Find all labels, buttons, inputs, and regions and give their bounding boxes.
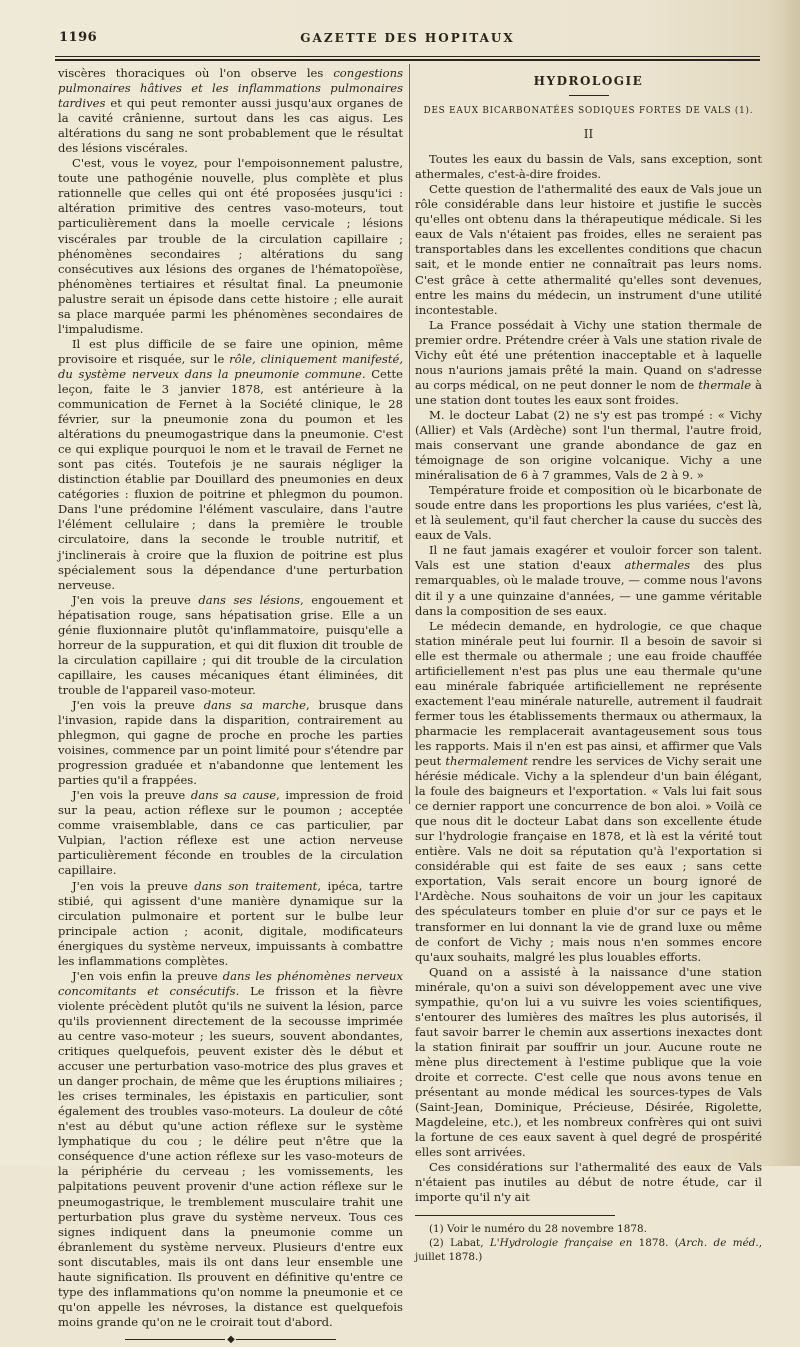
paragraph: J'en vois la preuve dans sa marche, brusque dans l'invasion, rapide dans la disparition, contrairement au phlegmon, qui gagne de proche en proche les parties voisines, commence par un point limité pour s'étendre par progression graduée et n'abandonne que lentement les parties qu'il a frappées.: [58, 697, 404, 788]
paragraph: M. le docteur Labat (2) ne s'y est pas trompé : « Vichy (Allier) et Vals (Ardèche) sont l'un thermal, l'autre froid, mais conservant une grande abondance de gaz en témoignage de son origine volcanique. Vichy a une minéralisation de 6 à 7 grammes, Vals de 2 à 9. »: [415, 407, 762, 483]
paragraph: Cette question de l'athermalité des eaux de Vals joue un rôle considérable dans leur histoire et justifie le succès qu'elles ont obtenu dans la thérapeutique médicale. Si les eaux de Vals n'étaient pas froides, elles ne seraient pas transportables dans les excellentes conditions que chacun sait, et le monde entier ne connaîtrait pas leurs noms. C'est grâce à cette athermalité qu'elles sont devenues, entre les mains du médecin, un instrument d'une utilité incontestable.: [415, 182, 762, 317]
paragraph: Il ne faut jamais exagérer et vouloir forcer son talent. Vals est une station d'eaux athermales des plus remarquables, où le malade trouve, — comme nous l'avons dit il y a une quinzaine d'années, — une gamme véritable dans la composition de ses eaux.: [415, 543, 762, 618]
footnote: (1) Voir le numéro du 28 novembre 1878.: [429, 1223, 647, 1236]
paragraph: J'en vois enfin la preuve dans les phénomènes nerveux concomitants et consécutifs. Le frisson et la fièvre violente précèdent plutôt qu'ils ne suivent la lésion, parce qu'ils proviennent directement de la secousse imprimée au centre vaso-moteur ; les sueurs, souvent abondantes, critiques quelquefois, peuvent exister dès le début et accuser une perturbation vaso-motrice des plus graves et un danger prochain, de même que les éruptions miliaires ; les crises terminales, les épistaxis en particulier, sont également des troubles vaso-moteurs. La douleur de côté n'est au début qu'une action réflexe sur le système lymphatique du cou ; le délire peut n'être que la conséquence d'une action réflexe sur les vaso-moteurs de la périphérie du cerveau ; les vomissements, les palpitations peuvent provenir d'une action réflexe sur le pneumogastrique, le tremblement musculaire trahit une perturbation plus grave du système nerveux. Tous ces signes indiquent dans la pneumonie comme un ébranlement du système nerveux. Plusieurs d'entre eux sont discutables, mais ils ont dans leur ensemble une haute signification. Ils prouvent en définitive qu'entre ce type des inflammations qu'on nomme la pneumonie et ce qu'on appelle les névroses, la distance est quelquefois moins grande qu'on ne le croirait tout d'abord.: [58, 968, 403, 1329]
right-column: [415, 66, 762, 1264]
paragraph: Toutes les eaux du bassin de Vals, sans exception, sont athermales, c'est-à-dire froides.: [415, 152, 762, 182]
paragraph: Le médecin demande, en hydrologie, ce que chaque station minérale peut lui fournir. Il a besoin de savoir si elle est thermale ou athermale ; une eau froide chauffée artificiellement n'est pas plus une eau thermale qu'une eau minérale fabriquée artificiellement ne représente exactement l'eau minérale naturelle, autrement il faudrait fermer tous les établissements thermaux ou athermaux, la pharmacie les remplacerait avantageusement sous tous les rapports. Mais il n'en est pas ainsi, et affirmer que Vals peut thermalement rendre les services de Vichy serait une hérésie médicale. Vichy a la splendeur d'un bain élégant, la foule des baigneurs et l'exportation. « Vals lui fait sous ce dernier rapport une concurrence de bon aloi. » Voilà ce que nous dit le docteur Labat dans son excellente étude sur l'hydrologie française en 1878, et là est la vérité tout entière. Vals ne doit sa réputation qu'à l'exportation si considérable qui est faite de ses eaux ; sans cette exportation, Vals serait encore un bourg ignoré de l'Ardèche. Nous souhaitons de voir un jour les capitaux des spéculateurs tomber en pluie d'or sur ce pays et le transformer en lui donnant la vie de grand luxe ou même de confort de Vichy ; mais nous n'en sommes encore qu'aux souhaits, malgré les plus louables efforts.: [415, 618, 762, 964]
title-rule: [569, 95, 609, 96]
paragraph: Température froide et composition où le bicarbonate de soude entre dans les proportions les plus variées, c'est là, et là seulement, qu'il faut chercher la cause du succès des eaux de Vals.: [415, 483, 762, 543]
paragraph: viscères thoraciques où l'on observe les congestions pulmonaires hâtives et les inflammations pulmonaires tardives et qui peut remonter aussi jusqu'aux organes de la cavité crânienne, surtout dans les cas aigus. Les altérations du sang ne sont probablement que le résultat des lésions viscérales.: [58, 66, 403, 156]
part-number: II: [583, 127, 594, 142]
header-rule-thick: [55, 59, 760, 61]
paragraph: J'en vois la preuve dans ses lésions, engouement et hépatisation rouge, sans hépatisation grise. Elle a un génie fluxionnaire plutôt qu'inflammatoire, puisqu'elle a horreur de la suppuration, et qui dit fluxion dit trouble de la circulation capillaire ; qui dit trouble de la circulation capillaire, les causes mécaniques étant éliminées, dit trouble de l'appareil vaso-moteur.: [58, 592, 404, 697]
paragraph: La France possédait à Vichy une station thermale de premier ordre. Prétendre créer à Vals une station rivale de Vichy eût été une prétention inacceptable et à laquelle nous n'aurions jamais prêté la main. Quand on s'adresse au corps médical, on ne peut donner le nom de thermale à une station dont toutes les eaux sont froides.: [415, 317, 762, 407]
running-title: GAZETTE DES HOPITAUX: [300, 31, 515, 45]
paragraph: J'en vois la preuve dans sa cause, impression de froid sur la peau, action réflexe sur le poumon ; acceptée comme vraisemblable, dans ce cas particulier, par Vulpian, l'action réflexe est une action nerveuse particulièrement féconde en troubles de la circulation capillaire.: [58, 788, 404, 878]
section-title: HYDROLOGIE: [533, 74, 644, 88]
left-column: [58, 66, 403, 1347]
paragraph: C'est, vous le voyez, pour l'empoisonnement palustre, toute une pathogénie nouvelle, plus complète et plus rationnelle que celles qui ont été proposées jusqu'ici : altération primitive des centres vaso-moteurs, tout particulièrement dans la moelle cervicale ; lésions viscérales par trouble de la circulation capillaire ; phénomènes secondaires ; altérations du sang consécutives aux lésions des organes de l'hématopoïèse, phénomènes tertiaires et résultat final. La pneumonie palustre serait un épisode dans cette histoire ; elle aurait sa place marquée parmi les phénomènes secondaires de l'impaludisme.: [58, 156, 403, 336]
paragraph: Quand on a assisté à la naissance d'une station minérale, qu'on a suivi son développement avec une vive sympathie, qu'on lui a vu suivre les voies scientifiques, s'entourer des lumières des maîtres les plus autorisés, il faut savoir barrer le chemin aux assertions inexactes dont la station finirait par souffrir un jour. Aucune route ne mène plus directement à l'estime publique que la voie droite et correcte. C'est celle que nous avons tenue en présentant au monde médical les sources-types de Vals (Saint-Jean, Dominique, Précieuse, Désirée, Rigolette, Magdeleine, etc.), et les nombreux confrères qui ont suivi la fortune de ces eaux savent à quel degré de prospérité elles sont arrivées.: [415, 964, 762, 1160]
paragraph: Il est plus difficile de se faire une opinion, même provisoire et risquée, sur le rôle, cliniquement manifesté, du système nerveux dans la pneumonie commune. Cette leçon, faite le 3 janvier 1878, est antérieure à la communication de Fernet à la Société clinique, le 28 février, sur la pneumonie zona du poumon et les altérations du pneumogastrique dans la pneumonie. C'est ce qui explique pourquoi le nom et le travail de Fernet ne sont pas cités. Toutefois je ne saurais négliger la distinction établie par Douillard des pneumonies en deux catégories : fluxion de poitrine et phlegmon du poumon. Dans l'une prédomine l'élément vasculaire, dans l'autre l'élément cellulaire ; dans la première le trouble circulatoire, dans la seconde le trouble nutritif, et j'inclinerais à croire que la fluxion de poitrine est plus spécialement sous la dépendance d'une perturbation nerveuse.: [58, 336, 404, 592]
paragraph: Ces considérations sur l'athermalité des eaux de Vals n'étaient pas inutiles au début de notre étude, car il importe qu'il n'y ait: [415, 1160, 762, 1205]
article-subtitle: DES EAUX BICARBONATÉES SODIQUES FORTES DE VALS (1).: [423, 106, 754, 117]
page-header: [55, 28, 760, 50]
paragraph: J'en vois la preuve dans son traitement, ipéca, tartre stibié, qui agissent d'une manière dynamique sur la circulation pulmonaire et portent sur le bulbe leur principale action ; aconit, digitale, modificateurs énergiques du système nerveux, impuissants à combattre les inflammations complètes.: [58, 878, 403, 968]
footnote-rule: [415, 1215, 615, 1216]
header-rule: [55, 56, 760, 57]
column-divider: [409, 64, 410, 804]
footnote: (2) Labat, L'Hydrologie française en 1878. (Arch. de méd., juillet 1878.): [415, 1237, 762, 1264]
end-ornament: ◆: [58, 1332, 403, 1347]
page-number: 1196: [59, 30, 98, 45]
